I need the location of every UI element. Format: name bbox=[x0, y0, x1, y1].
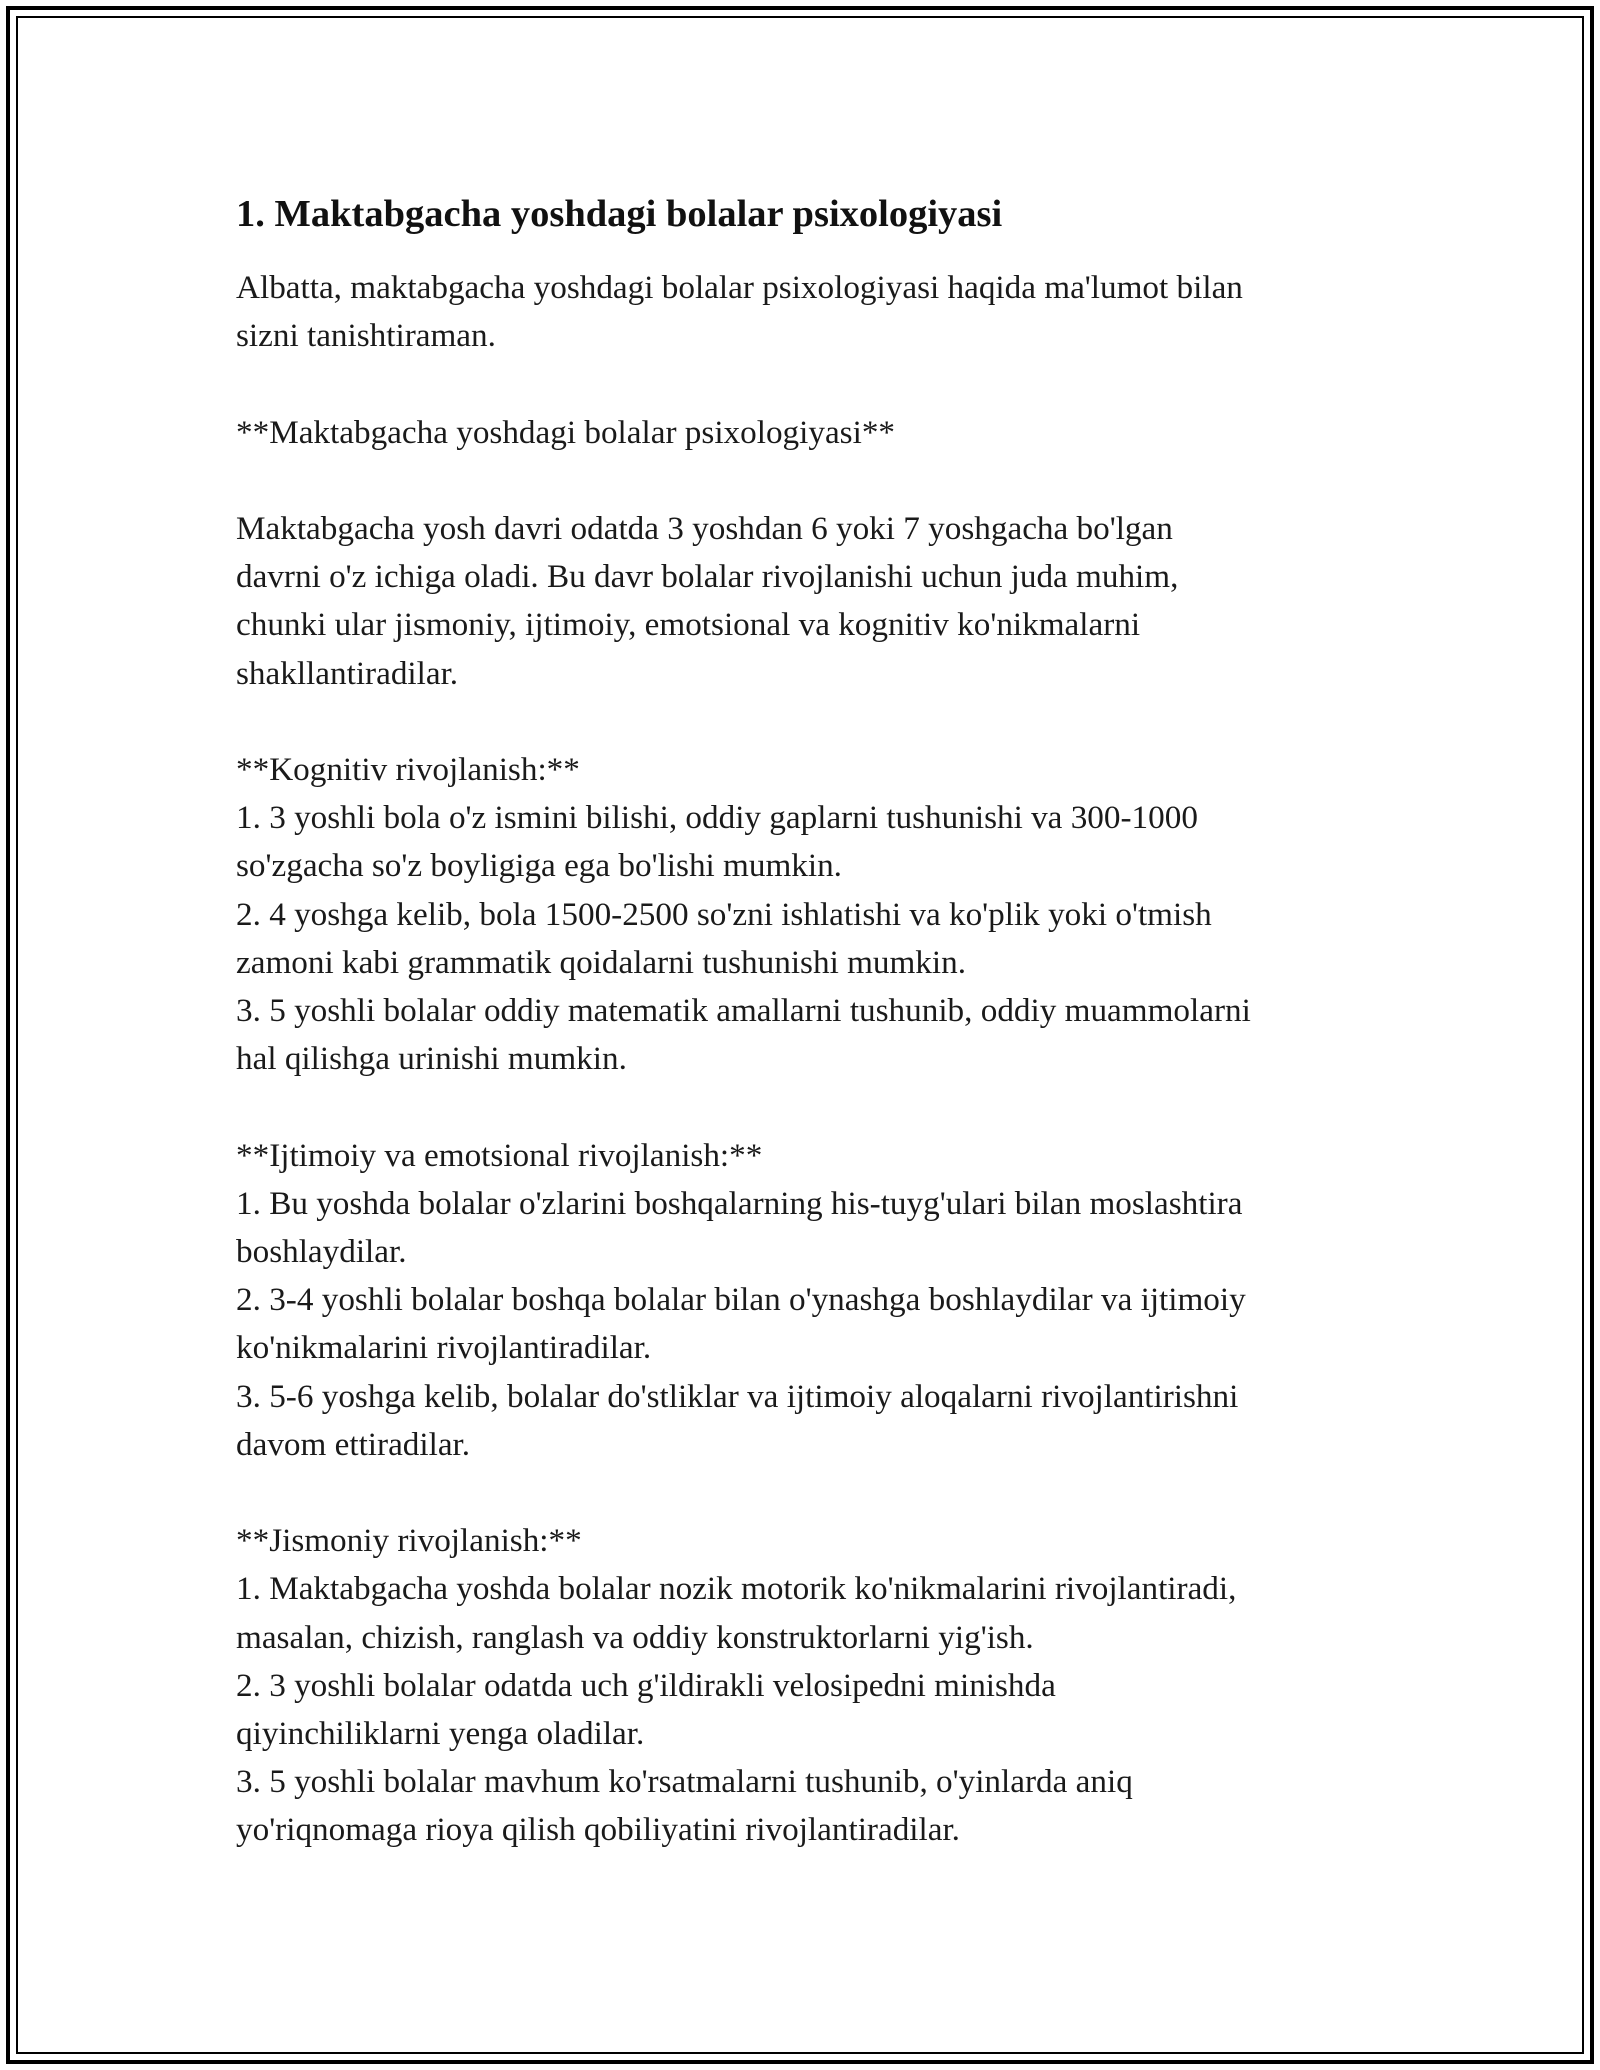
overview-line: chunki ular jismoniy, ijtimoiy, emotsional va kognitiv ko'nikmalarni bbox=[236, 606, 1141, 644]
document-body bbox=[236, 186, 1376, 1855]
section-line: 3. 5 yoshli bolalar oddiy matematik amallarni tushunib, oddiy muammolarni bbox=[236, 992, 1251, 1029]
section-line: 3. 5 yoshli bolalar mavhum ko'rsatmalarni tushunib, o'yinlarda aniq bbox=[236, 1763, 1133, 1801]
section-social-emotional bbox=[236, 1132, 1376, 1469]
document-title: 1. Maktabgacha yoshdagi bolalar psixologiyasi bbox=[236, 193, 1003, 235]
section-heading: **Kognitiv rivojlanish:** bbox=[236, 750, 580, 788]
section-line: 2. 4 yoshga kelib, bola 1500-2500 so'zni ishlatishi va ko'plik yoki o'tmish bbox=[236, 895, 1212, 933]
section-heading: **Jismoniy rivojlanish:** bbox=[236, 1522, 582, 1560]
section-line: 1. Bu yoshda bolalar o'zlarini boshqalarning his-tuyg'ulari bilan moslashtira bbox=[236, 1184, 1243, 1222]
section-cognitive bbox=[236, 746, 1376, 1083]
section-line: 2. 3-4 yoshli bolalar boshqa bolalar bilan o'ynashga boshlaydilar va ijtimoiy bbox=[236, 1281, 1246, 1319]
intro-line: Albatta, maktabgacha yoshdagi bolalar psixologiyasi haqida ma'lumot bilan bbox=[236, 269, 1243, 306]
section-line: davom ettiradilar. bbox=[236, 1425, 471, 1463]
section-line: masalan, chizish, ranglash va oddiy konstruktorlarni yig'ish. bbox=[236, 1618, 1034, 1656]
document-subtitle: **Maktabgacha yoshdagi bolalar psixologiyasi** bbox=[236, 413, 896, 451]
section-line: hal qilishga urinishi mumkin. bbox=[236, 1040, 627, 1078]
section-line: ko'nikmalarini rivojlantiradilar. bbox=[236, 1329, 652, 1367]
section-line: 3. 5-6 yoshga kelib, bolalar do'stliklar va ijtimoiy aloqalarni rivojlantirishni bbox=[236, 1377, 1239, 1415]
section-line: 1. Maktabgacha yoshda bolalar nozik motorik ko'nikmalarini rivojlantiradi, bbox=[236, 1570, 1237, 1608]
overview-line: davrni o'z ichiga oladi. Bu davr bolalar rivojlanishi uchun juda muhim, bbox=[236, 558, 1179, 596]
section-line: zamoni kabi grammatik qoidalarni tushunishi mumkin. bbox=[236, 943, 967, 981]
section-line: 2. 3 yoshli bolalar odatda uch g'ildirakli velosipedni minishda bbox=[236, 1666, 1056, 1704]
overview-paragraph bbox=[236, 505, 1376, 698]
section-line: boshlaydilar. bbox=[236, 1233, 407, 1270]
section-line: qiyinchiliklarni yenga oladilar. bbox=[236, 1715, 645, 1753]
section-heading: **Ijtimoiy va emotsional rivojlanish:** bbox=[236, 1136, 763, 1174]
intro-line: sizni tanishtiraman. bbox=[236, 317, 496, 355]
intro-paragraph bbox=[236, 264, 1376, 360]
section-line: 1. 3 yoshli bola o'z ismini bilishi, oddiy gaplarni tushunishi va 300-1000 bbox=[236, 799, 1198, 837]
section-line: yo'riqnomaga rioya qilish qobiliyatini rivojlantiradilar. bbox=[236, 1811, 960, 1849]
overview-line: Maktabgacha yosh davri odatda 3 yoshdan 6 yoki 7 yoshgacha bo'lgan bbox=[236, 509, 1173, 547]
overview-line: shakllantiradilar. bbox=[236, 654, 459, 692]
section-physical bbox=[236, 1517, 1376, 1854]
section-line: so'zgacha so'z boyligiga ega bo'lishi mumkin. bbox=[236, 847, 842, 885]
